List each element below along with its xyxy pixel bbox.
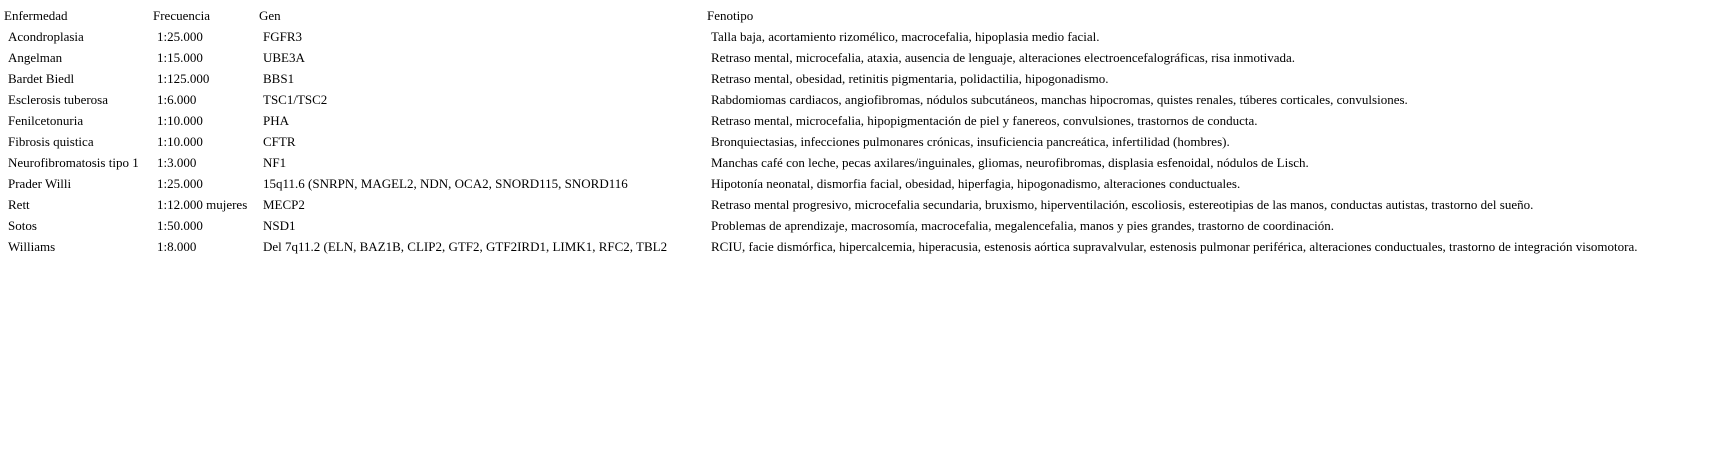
- cell-phenotype: RCIU, facie dismórfica, hipercalcemia, hiperacusia, estenosis aórtica supravalvular, estenosis pulmonar periférica, alteraciones conductuales, trastorno de integración visomotora.: [711, 239, 1638, 254]
- cell-gene: CFTR: [263, 134, 296, 149]
- cell-frequency: 1:6.000: [157, 92, 197, 107]
- table-row: [0, 26, 1722, 47]
- cell-frequency: 1:25.000: [157, 29, 203, 44]
- cell-frequency: 1:12.000 mujeres: [157, 197, 248, 212]
- cell-phenotype: Retraso mental, obesidad, retinitis pigmentaria, polidactilia, hipogonadismo.: [711, 71, 1109, 86]
- cell-disease: Prader Willi: [8, 176, 72, 191]
- cell-frequency: 1:50.000: [157, 218, 203, 233]
- header-phenotype: Fenotipo: [707, 8, 754, 23]
- cell-phenotype: Problemas de aprendizaje, macrosomía, macrocefalia, megalencefalia, manos y pies grandes, trastorno de coordinación.: [711, 218, 1335, 233]
- table-row: [0, 47, 1722, 68]
- table-row: [0, 173, 1722, 194]
- table-row: [0, 215, 1722, 236]
- header-gene: Gen: [259, 8, 281, 23]
- cell-disease: Fenilcetonuria: [8, 113, 84, 128]
- cell-gene: UBE3A: [263, 50, 305, 65]
- cell-disease: Rett: [8, 197, 30, 212]
- table-row: [0, 68, 1722, 89]
- table-row: [0, 236, 1722, 257]
- cell-phenotype: Rabdomiomas cardiacos, angiofibromas, nódulos subcutáneos, manchas hipocromas, quistes renales, túberes corticales, convulsiones.: [711, 92, 1408, 107]
- cell-gene: MECP2: [263, 197, 305, 212]
- cell-disease: Williams: [8, 239, 56, 254]
- cell-disease: Acondroplasia: [8, 29, 84, 44]
- cell-disease: Neurofibromatosis tipo 1: [8, 155, 139, 170]
- cell-frequency: 1:8.000: [157, 239, 197, 254]
- cell-phenotype: Retraso mental, microcefalia, ataxia, ausencia de lenguaje, alteraciones electroencefalográficas, risa inmotivada.: [711, 50, 1295, 65]
- cell-gene: 15q11.6 (SNRPN, MAGEL2, NDN, OCA2, SNORD115, SNORD116: [263, 176, 628, 191]
- cell-gene: BBS1: [263, 71, 295, 86]
- table-header-row: [0, 5, 1722, 26]
- cell-frequency: 1:10.000: [157, 113, 203, 128]
- cell-disease: Fibrosis quistica: [8, 134, 94, 149]
- cell-phenotype: Manchas café con leche, pecas axilares/inguinales, gliomas, neurofibromas, displasia esfenoidal, nódulos de Lisch.: [711, 155, 1309, 170]
- table-row: [0, 89, 1722, 110]
- table-row: [0, 194, 1722, 215]
- cell-disease: Bardet Biedl: [8, 71, 75, 86]
- cell-phenotype: Retraso mental progresivo, microcefalia secundaria, bruxismo, hiperventilación, escoliosis, estereotipias de las manos, conductas autistas, trastorno del sueño.: [711, 197, 1534, 212]
- cell-phenotype: Hipotonía neonatal, dismorfia facial, obesidad, hiperfagia, hipogonadismo, alteraciones conductuales.: [711, 176, 1241, 191]
- cell-phenotype: Retraso mental, microcefalia, hipopigmentación de piel y fanereos, convulsiones, trastornos de conducta.: [711, 113, 1258, 128]
- header-frequency: Frecuencia: [153, 8, 211, 23]
- cell-frequency: 1:15.000: [157, 50, 203, 65]
- table-row: [0, 152, 1722, 173]
- cell-phenotype: Talla baja, acortamiento rizomélico, macrocefalia, hipoplasia medio facial.: [711, 29, 1100, 44]
- cell-gene: TSC1/TSC2: [263, 92, 328, 107]
- cell-frequency: 1:125.000: [157, 71, 210, 86]
- table-row: [0, 131, 1722, 152]
- cell-disease: Angelman: [8, 50, 63, 65]
- cell-disease: Esclerosis tuberosa: [8, 92, 109, 107]
- cell-gene: NSD1: [263, 218, 296, 233]
- cell-frequency: 1:25.000: [157, 176, 203, 191]
- cell-gene: Del 7q11.2 (ELN, BAZ1B, CLIP2, GTF2, GTF2IRD1, LIMK1, RFC2, TBL2: [263, 239, 668, 254]
- cell-disease: Sotos: [8, 218, 37, 233]
- cell-phenotype: Bronquiectasias, infecciones pulmonares crónicas, insuficiencia pancreática, infertilidad (hombres).: [711, 134, 1230, 149]
- cell-gene: PHA: [263, 113, 290, 128]
- table-row: [0, 110, 1722, 131]
- cell-gene: NF1: [263, 155, 287, 170]
- cell-frequency: 1:3.000: [157, 155, 197, 170]
- header-disease: Enfermedad: [4, 8, 68, 23]
- cell-frequency: 1:10.000: [157, 134, 203, 149]
- cell-gene: FGFR3: [263, 29, 303, 44]
